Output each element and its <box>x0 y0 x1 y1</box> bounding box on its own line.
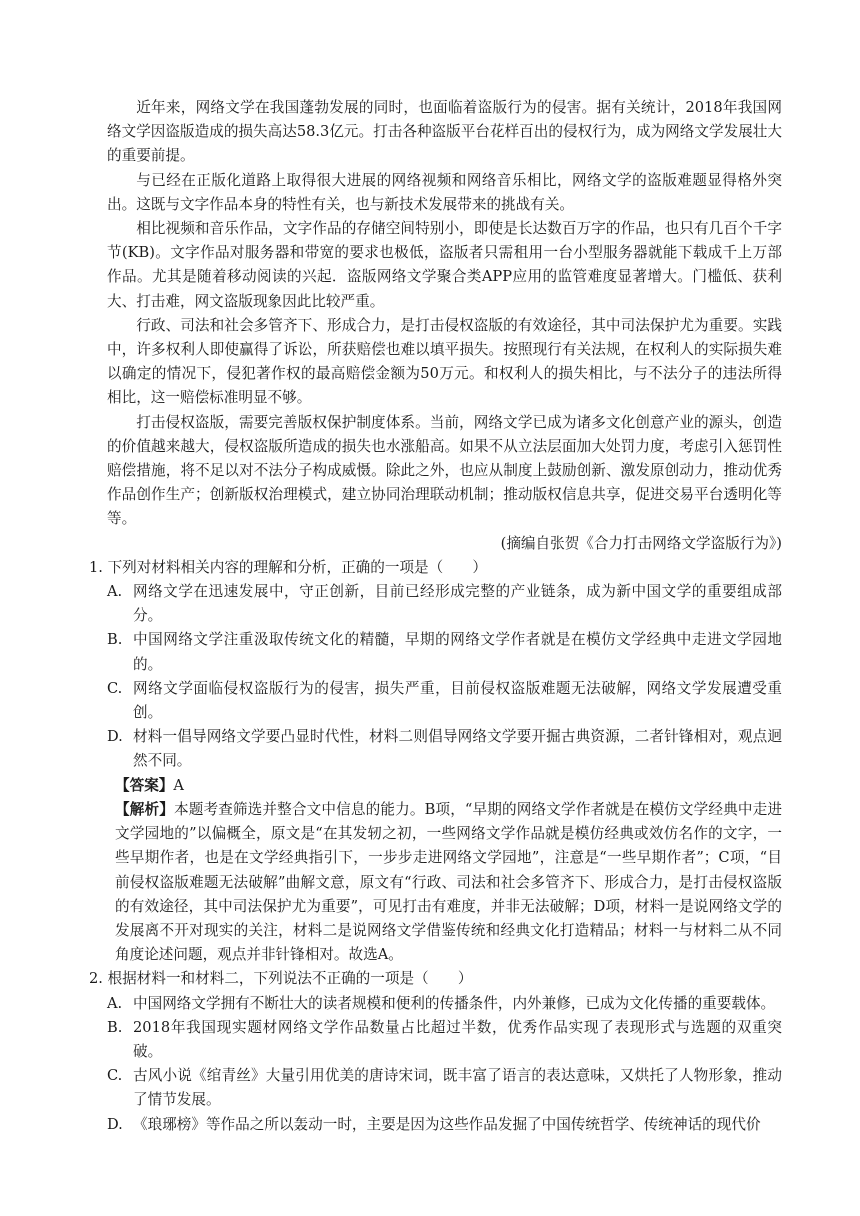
option-text: 古风小说《绾青丝》大量引用优美的唐诗宋词，既丰富了语言的表达意味，又烘托了人物形象，推动了情节发展。 <box>133 1067 782 1109</box>
option-letter: B. <box>107 1018 123 1036</box>
question-2 <box>89 967 782 1136</box>
passage-paragraph-1: 近年来，网络文学在我国蓬勃发展的同时，也面临着盗版行为的侵害。据有关统计，2018年我国网络文学因盗版造成的损失高达58.3亿元。打击各种盗版平台花样百出的侵权行为，成为网络文学发展壮大的重要前提。 <box>107 99 782 165</box>
question-2-stem: 2. 根据材料一和材料二，下列说法不正确的一项是（ ） <box>89 970 473 988</box>
option-text: 中国网络文学注重汲取传统文化的精髓，早期的网络文学作者就是在模仿文学经典中走进文学园地的。 <box>133 631 782 673</box>
question-1-option-a <box>107 580 782 628</box>
option-letter: A. <box>107 994 123 1012</box>
option-letter: D. <box>107 1115 123 1133</box>
analysis-label: 【解析】 <box>115 800 174 818</box>
reading-passage <box>107 96 782 556</box>
option-text: 网络文学在迅速发展中，守正创新，目前已经形成完整的产业链条，成为新中国文学的重要组成部分。 <box>133 583 782 625</box>
question-1 <box>89 556 782 967</box>
option-letter: C. <box>107 1067 123 1085</box>
option-text: 《琅琊榜》等作品之所以轰动一时，主要是因为这些作品发掘了中国传统哲学、传统神话的现代价 <box>133 1115 761 1133</box>
option-letter: A. <box>107 583 123 601</box>
passage-paragraph-4: 行政、司法和社会多管齐下、形成合力，是打击侵权盗版的有效途径，其中司法保护尤为重要。实践中，许多权利人即使赢得了诉讼，所获赔偿也难以填平损失。按照现行有关法规，在权利人的实际损失难以确定的情况下，侵犯著作权的最高赔偿金额为50万元。和权利人的损失相比，与不法分子的违法所得相比，这一赔偿标准明显不够。 <box>107 316 782 407</box>
question-1-option-b <box>107 628 782 676</box>
question-2-option-a <box>107 992 782 1016</box>
passage-paragraph-2: 与已经在正版化道路上取得很大进展的网络视频和网络音乐相比，网络文学的盗版难题显得格外突出。这既与文字作品本身的特性有关，也与新技术发展带来的挑战有关。 <box>107 171 782 213</box>
passage-paragraph-3: 相比视频和音乐作品，文字作品的存储空间特别小，即使是长达数百万字的作品，也只有几百个千字节(KB)。文字作品对服务器和带宽的要求也极低，盗版者只需租用一台小型服务器就能下载成千上万部作品。尤其是随着移动阅读的兴起．盗版网络文学聚合类APP应用的监管难度显著增大。门槛低、获利大、打击难，网文盗版现象因此比较严重。 <box>107 220 782 310</box>
answer-label: 【答案】 <box>115 776 174 794</box>
question-1-analysis <box>107 798 782 967</box>
option-text: 网络文学面临侵权盗版行为的侵害，损失严重，目前侵权盗版难题无法破解，网络文学发展遭受重创。 <box>133 679 782 722</box>
question-1-option-d <box>107 725 782 773</box>
question-1-answer <box>107 774 782 798</box>
option-text: 材料一倡导网络文学要凸显时代性，材料二则倡导网络文学要开掘古典资源，二者针锋相对，观点迥然不同。 <box>133 728 782 770</box>
question-1-stem: 1. 下列对材料相关内容的理解和分析，正确的一项是（ ） <box>89 558 488 576</box>
question-2-option-b <box>107 1016 782 1064</box>
passage-paragraph-5: 打击侵权盗版，需要完善版权保护制度体系。当前，网络文学已成为诸多文化创意产业的源头，创造的价值越来越大，侵权盗版所造成的损失也水涨船高。如果不从立法层面加大处罚力度，考虑引入惩罚性赔偿措施，将不足以对不法分子构成威慑。除此之外，也应从制度上鼓励创新、激发原创动力，推动优秀作品创作生产；创新版权治理模式，建立协同治理联动机制；推动版权信息共享，促进交易平台透明化等等。 <box>107 413 782 528</box>
passage-source: (摘编自张贺《合力打击网络文学盗版行为》) <box>500 534 782 552</box>
option-letter: D. <box>107 728 123 746</box>
option-text: 2018年我国现实题材网络文学作品数量占比超过半数，优秀作品实现了表现形式与选题的双重突破。 <box>133 1018 782 1060</box>
option-letter: C. <box>107 679 123 697</box>
question-2-option-d <box>107 1113 782 1137</box>
question-1-option-c <box>107 677 782 725</box>
question-2-option-c <box>107 1064 782 1112</box>
answer-value: A <box>173 776 184 794</box>
option-text: 中国网络文学拥有不断壮大的读者规模和便利的传播条件，内外兼修，已成为文化传播的重要载体。 <box>133 994 776 1012</box>
option-letter: B. <box>107 631 123 649</box>
analysis-text: 本题考查筛选并整合文中信息的能力。B项，“早期的网络文学作者就是在模仿文学经典中走进文学园地的”以偏概全，原文是“在其发轫之初，一些网络文学作品就是模仿经典或效仿名作的文字，一些早期作者，也是在文学经典指引下，一步步走进网络文学园地”，注意是“一些早期作者”；C项，“目前侵权盗版难题无法破解”曲解文意，原文有“行政、司法和社会多管齐下、形成合力，是打击侵权盗版的有效途径，其中司法保护尤为重要”，可见打击有难度，并非无法破解；D项，材料一是说网络文学的发展离不开对现实的关注，材料二是说网络文学借鉴传统和经典文化打造精品；材料一与材料二从不同角度论述问题，观点并非针锋相对。故选A。 <box>115 800 782 964</box>
